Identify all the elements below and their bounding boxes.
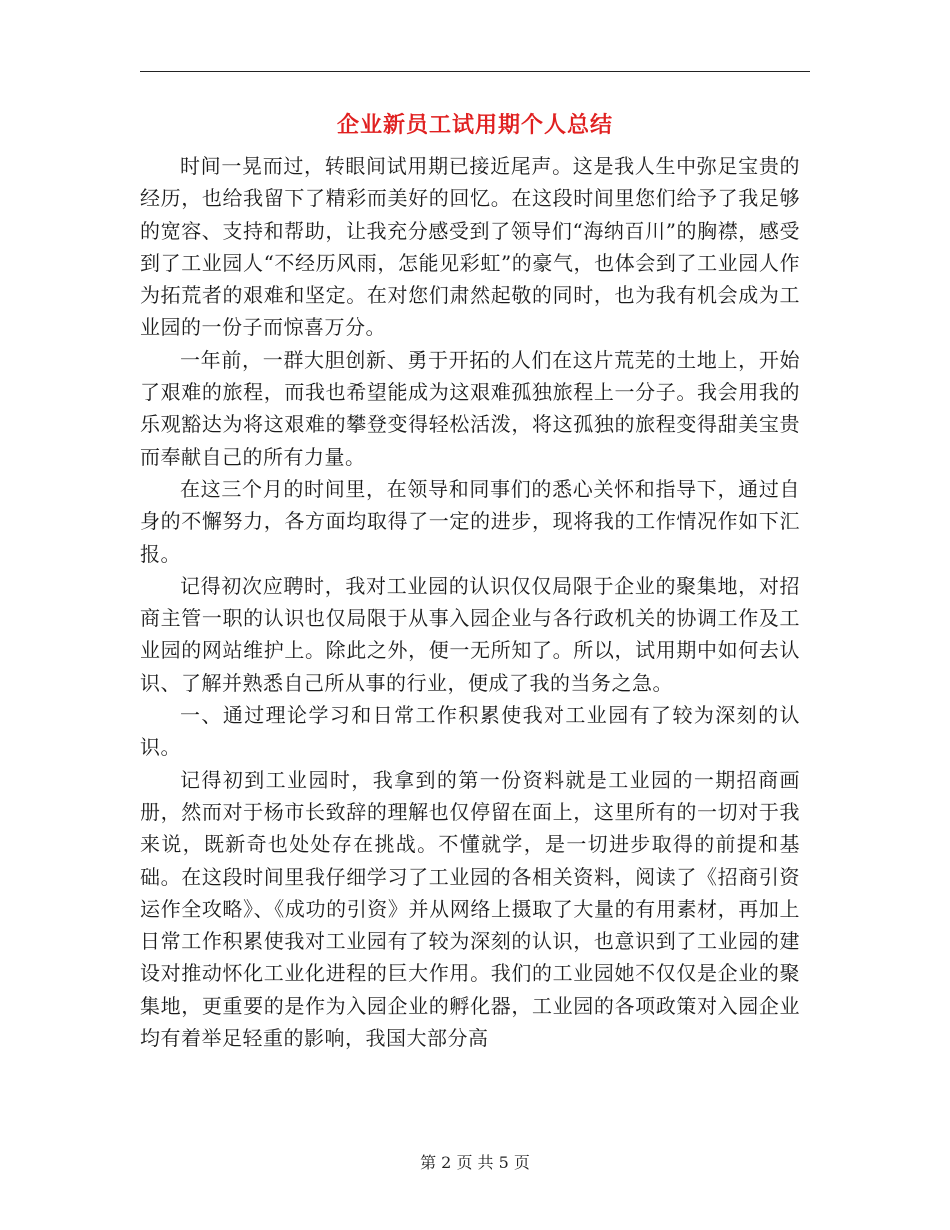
page-number-footer: 第 2 页 共 5 页 [420, 1153, 530, 1172]
paragraph-3: 在这三个月的时间里，在领导和同事们的悉心关怀和指导下，通过自身的不懈努力，各方面均取得了一定的进步，现将我的工作情况作如下汇报。 [140, 476, 800, 566]
header-rule [140, 71, 810, 72]
document-body [140, 150, 800, 1054]
section-heading-1: 一、通过理论学习和日常工作积累使我对工业园有了较为深刻的认识。 [140, 703, 800, 760]
document-title: 企业新员工试用期个人总结 [336, 112, 613, 138]
paragraph-4: 记得初次应聘时，我对工业园的认识仅仅局限于企业的聚集地，对招商主管一职的认识也仅局限于从事入园企业与各行政机关的协调工作及工业园的网站维护上。除此之外，便一无所知了。所以，试用期中如何去认识、了解并熟悉自己所从事的行业，便成了我的当务之急。 [140, 573, 800, 695]
paragraph-5: 记得初到工业园时，我拿到的第一份资料就是工业园的一期招商画册，然而对于杨市长致辞的理解也仅停留在面上，这里所有的一切对于我来说，既新奇也处处存在挑战。不懂就学，是一切进步取得的前提和基础。在这段时间里我仔细学习了工业园的各相关资料，阅读了《招商引资运作全攻略》、《成功的引资》并从网络上摄取了大量的有用素材，再加上日常工作积累使我对工业园有了较为深刻的认识，也意识到了工业园的建设对推动怀化工业化进程的巨大作用。我们的工业园她不仅仅是企业的聚集地，更重要的是作为入园企业的孵化器，工业园的各项政策对入园企业均有着举足轻重的影响，我国大部分高 [140, 767, 800, 1051]
paragraph-1: 时间一晃而过，转眼间试用期已接近尾声。这是我人生中弥足宝贵的经历，也给我留下了精彩而美好的回忆。在这段时间里您们给予了我足够的宽容、支持和帮助，让我充分感受到了领导们“海纳百川”的胸襟，感受到了工业园人“不经历风雨，怎能见彩虹”的豪气，也体会到了工业园人作为拓荒者的艰难和坚定。在对您们肃然起敬的同时，也为我有机会成为工业园的一份子而惊喜万分。 [140, 154, 800, 340]
paragraph-2: 一年前，一群大胆创新、勇于开拓的人们在这片荒芜的土地上，开始了艰难的旅程，而我也希望能成为这艰难孤独旅程上一分子。我会用我的乐观豁达为将这艰难的攀登变得轻松活泼，将这孤独的旅程变得甜美宝贵而奉献自己的所有力量。 [140, 347, 800, 469]
